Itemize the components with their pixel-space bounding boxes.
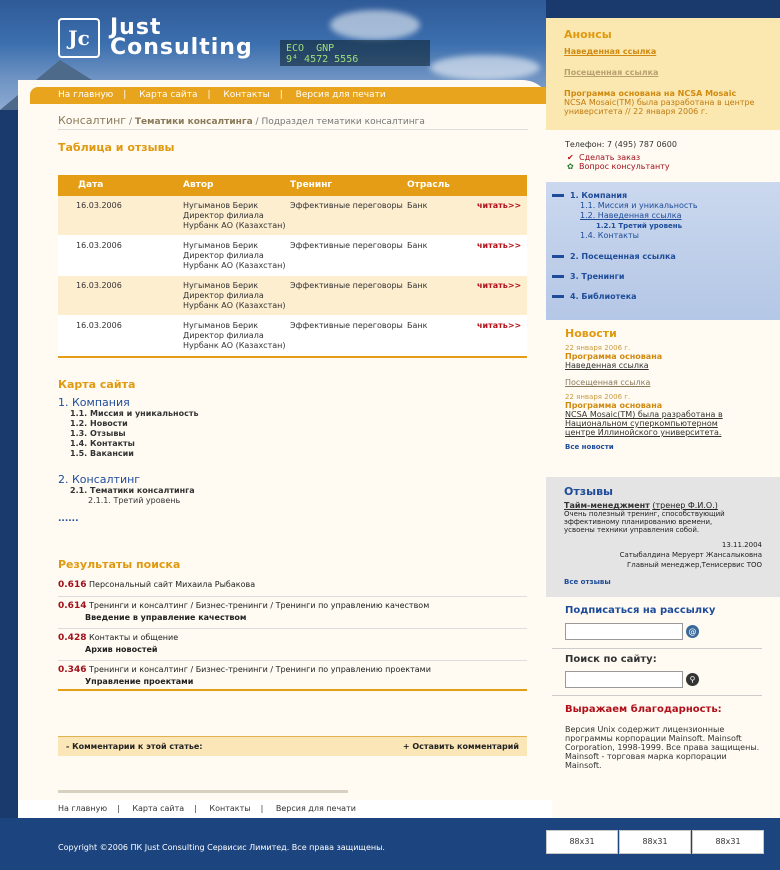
menu-visited[interactable]: 2. Посещенная ссылка xyxy=(552,251,780,262)
result-score: 0.614 xyxy=(58,601,87,611)
news-link[interactable]: NCSA Mosaic(TM) была разработана в Национальном суперкомпьютерном центре Иллинойского университета. xyxy=(565,410,723,437)
comments-label: - Комментарии к этой статье: xyxy=(66,742,203,751)
announce-text: NCSA Mosaic(TM) была разработана в центре университета // 22 января 2006 г. xyxy=(564,98,755,116)
table-row xyxy=(58,196,527,236)
result-path[interactable]: Контакты и общение xyxy=(89,633,179,642)
footer-nav-print[interactable]: Версия для печати xyxy=(275,804,356,813)
search-results-title: Результаты поиска xyxy=(58,558,181,571)
breadcrumb-current: Подраздел тематики консалтинга xyxy=(261,117,425,127)
footer-nav-home[interactable]: На главную xyxy=(58,804,108,813)
menu-hover-link[interactable]: 1.2. Наведенная ссылка xyxy=(580,211,682,220)
thanks-block xyxy=(565,704,765,770)
ask-consultant-link[interactable]: Вопрос консультанту xyxy=(579,162,670,171)
sitemap-item[interactable]: 1.1. Миссия и уникальность xyxy=(70,409,199,418)
review-author: Сатыбалдина Меруерт Жансалыковна xyxy=(619,551,762,559)
add-comment-link[interactable]: + Оставить комментарий xyxy=(402,742,519,751)
sitemap-section-1[interactable]: 1. Компания xyxy=(58,396,130,409)
sitemap-item[interactable]: 1.2. Новости xyxy=(70,419,128,428)
copyright: Copyright ©2006 ПК Just Consulting Сервисис Лимитед. Все права защищены. xyxy=(58,843,385,852)
cloud-decoration xyxy=(430,55,540,80)
cloud-decoration xyxy=(330,10,420,40)
breadcrumb: Консалтинг / Тематики консалтинга / Подраздел тематики консалтинга xyxy=(58,114,425,127)
cell-industry: Банк xyxy=(407,281,428,290)
search-result[interactable] xyxy=(58,629,527,661)
thanks-title: Выражаем благодарность: xyxy=(565,704,722,715)
footer-nav-contacts[interactable]: Контакты xyxy=(209,804,251,813)
logo-line-2: Consulting xyxy=(110,35,253,60)
order-action[interactable] xyxy=(565,153,765,162)
banner-88x31[interactable]: 88x31 xyxy=(546,830,618,854)
read-link[interactable]: читать>> xyxy=(477,201,522,210)
announce-link-visited[interactable]: Посещенная ссылка xyxy=(564,68,659,77)
divider xyxy=(552,648,762,649)
news-title: Новости xyxy=(565,327,617,340)
news-block xyxy=(565,327,765,451)
review-position: Главный менеджер,Тенисервис ТОО xyxy=(627,561,762,569)
stock-ticker: ECO GNP 9⁴ 4572 5556 xyxy=(280,40,430,66)
menu-mission[interactable]: 1.1. Миссия и уникальность xyxy=(580,201,698,210)
sitemap xyxy=(58,396,528,524)
col-training: Тренинг xyxy=(290,180,333,190)
comments-bar xyxy=(58,736,527,756)
sitemap-subitem[interactable]: 2.1.1. Третий уровень xyxy=(88,496,181,505)
breadcrumb-root[interactable]: Консалтинг xyxy=(58,114,127,127)
review-trainer: (тренер Ф.И.О.) xyxy=(652,501,718,510)
result-score: 0.346 xyxy=(58,665,87,675)
menu-library[interactable]: 4. Библиотека xyxy=(552,291,780,302)
reviews-title: Отзывы xyxy=(564,485,613,498)
reviews-table xyxy=(58,175,527,358)
cell-author: Нугыманов Берик Директор филиала Нурбанк АО (Казахстан) xyxy=(183,281,286,310)
col-author: Автор xyxy=(183,180,214,190)
result-score: 0.428 xyxy=(58,633,87,643)
table-bottom-border xyxy=(58,356,527,358)
cell-date: 16.03.2006 xyxy=(76,201,122,210)
read-link[interactable]: читать>> xyxy=(477,281,522,290)
sitemap-item[interactable]: 1.5. Вакансии xyxy=(70,449,134,458)
news-date: 22 января 2006 г. xyxy=(565,344,631,352)
announcements xyxy=(546,18,780,130)
footer-navigation: На главную | Карта сайта | Контакты | Версия для печати xyxy=(18,800,552,818)
result-path[interactable]: Тренинги и консалтинг / Бизнес-тренинги / Тренинги по управлению проектами xyxy=(89,665,431,674)
announcements-title: Анонсы xyxy=(564,28,612,41)
breadcrumb-level2[interactable]: Тематики консалтинга xyxy=(134,117,253,127)
reviews-block xyxy=(546,477,780,597)
result-title[interactable]: Архив новостей xyxy=(85,645,158,654)
menu-company[interactable]: 1. Компания xyxy=(552,190,780,201)
search-result[interactable] xyxy=(58,576,527,597)
sitemap-item[interactable]: 2.1. Тематики консалтинга xyxy=(70,486,195,495)
contact-block xyxy=(565,140,765,171)
cell-industry: Банк xyxy=(407,201,428,210)
divider xyxy=(552,695,762,696)
all-reviews-link[interactable]: Все отзывы xyxy=(564,578,611,586)
cell-training: Эффективные переговоры xyxy=(290,321,403,330)
cell-training: Эффективные переговоры xyxy=(290,241,403,250)
cell-date: 16.03.2006 xyxy=(76,241,122,250)
result-title[interactable]: Управление проектами xyxy=(85,677,194,686)
order-icon: ✔ xyxy=(567,153,574,162)
cell-industry: Банк xyxy=(407,241,428,250)
announce-headline[interactable]: Программа основана на NCSA Mosaic xyxy=(564,89,737,98)
cell-training: Эффективные переговоры xyxy=(290,201,403,210)
sitemap-title: Карта сайта xyxy=(58,378,136,391)
search-result[interactable] xyxy=(58,661,527,692)
logo-line-1: Just xyxy=(110,15,162,40)
review-date: 13.11.2004 xyxy=(721,541,762,549)
nav-contacts[interactable]: Контакты xyxy=(223,90,270,100)
nav-print-version[interactable]: Версия для печати xyxy=(295,90,386,100)
news-date: 22 января 2006 г. xyxy=(565,393,631,401)
table-row xyxy=(58,276,527,316)
subscribe-input[interactable] xyxy=(565,623,683,640)
top-navigation: На главную | Карта сайта | Контакты | Версия для печати xyxy=(30,87,552,104)
logo-mark: Jc xyxy=(58,18,100,58)
cell-date: 16.03.2006 xyxy=(76,321,122,330)
nav-sitemap[interactable]: Карта сайта xyxy=(139,90,198,100)
sitemap-section-2[interactable]: 2. Консалтинг xyxy=(58,473,141,486)
order-link[interactable]: Сделать заказ xyxy=(579,153,641,162)
side-menu xyxy=(546,182,780,320)
sitemap-item[interactable]: 1.3. Отзывы xyxy=(70,429,126,438)
footer-nav-sitemap[interactable]: Карта сайта xyxy=(132,804,185,813)
logo[interactable] xyxy=(58,15,280,60)
review-link[interactable]: Тайм-менеджмент xyxy=(564,501,650,510)
review-text: Очень полезный тренинг, способствующий эффективному планированию времени, усвоены техники управления собой. xyxy=(564,510,725,534)
table-row xyxy=(58,236,527,276)
all-news-link[interactable]: Все новости xyxy=(565,443,614,451)
subscribe-title: Подписаться на рассылку xyxy=(565,605,716,616)
cell-author: Нугыманов Берик Директор филиала Нурбанк АО (Казахстан) xyxy=(183,321,286,350)
col-industry: Отрасль xyxy=(407,180,451,190)
question-icon: ✿ xyxy=(567,162,574,171)
news-link[interactable]: Наведенная ссылка xyxy=(565,361,649,370)
banner-88x31[interactable]: 88x31 xyxy=(692,830,764,854)
cell-date: 16.03.2006 xyxy=(76,281,122,290)
read-link[interactable]: читать>> xyxy=(477,241,522,250)
news-visited-link[interactable]: Посещенная ссылка xyxy=(565,378,651,387)
site-search-title: Поиск по сайту: xyxy=(565,654,657,665)
cell-author: Нугыманов Берик Директор филиала Нурбанк АО (Казахстан) xyxy=(183,201,286,230)
announce-link-hover[interactable]: Наведенная ссылка xyxy=(564,47,657,56)
sitemap-more: ...... xyxy=(58,514,79,524)
search-icon[interactable]: ⚲ xyxy=(686,673,699,686)
result-path[interactable]: Персональный сайт Михаила Рыбакова xyxy=(89,580,256,589)
result-path[interactable]: Тренинги и консалтинг / Бизнес-тренинги / Тренинги по управлению качеством xyxy=(89,601,430,610)
nav-home[interactable]: На главную xyxy=(58,90,114,100)
divider xyxy=(58,790,348,793)
divider xyxy=(58,129,528,130)
table-section-title: Таблица и отзывы xyxy=(58,141,175,154)
result-score: 0.616 xyxy=(58,580,87,590)
search-result[interactable] xyxy=(58,597,527,629)
ask-action[interactable] xyxy=(565,162,765,171)
menu-contacts[interactable]: 1.4. Контакты xyxy=(580,231,639,240)
table-row xyxy=(58,316,527,356)
phone: Телефон: 7 (495) 787 0600 xyxy=(565,140,677,149)
thanks-text: Версия Unix содержит лицензионные программы корпорации Mainsoft. Mainsoft Corporation, 1998-1999. Все права защищены. Mainsoft - торговая марка корпорации Mainsoft. xyxy=(565,725,760,770)
search-results xyxy=(58,576,527,692)
result-title[interactable]: Введение в управление качеством xyxy=(85,613,247,622)
menu-third-level[interactable]: 1.2.1 Третий уровень xyxy=(596,222,683,230)
news-headline[interactable]: Программа основана xyxy=(565,401,663,410)
read-link[interactable]: читать>> xyxy=(477,321,522,330)
cell-training: Эффективные переговоры xyxy=(290,281,403,290)
col-date: Дата xyxy=(78,180,104,190)
menu-trainings[interactable]: 3. Тренинги xyxy=(552,271,780,282)
site-search-input[interactable] xyxy=(565,671,683,688)
cell-author: Нугыманов Берик Директор филиала Нурбанк АО (Казахстан) xyxy=(183,241,286,270)
results-bottom-border xyxy=(58,689,527,691)
subscribe-go-icon[interactable]: @ xyxy=(686,625,699,638)
table-header xyxy=(58,175,527,196)
sitemap-item[interactable]: 1.4. Контакты xyxy=(70,439,135,448)
news-headline[interactable]: Программа основана xyxy=(565,352,663,361)
cell-industry: Банк xyxy=(407,321,428,330)
banner-88x31[interactable]: 88x31 xyxy=(619,830,691,854)
